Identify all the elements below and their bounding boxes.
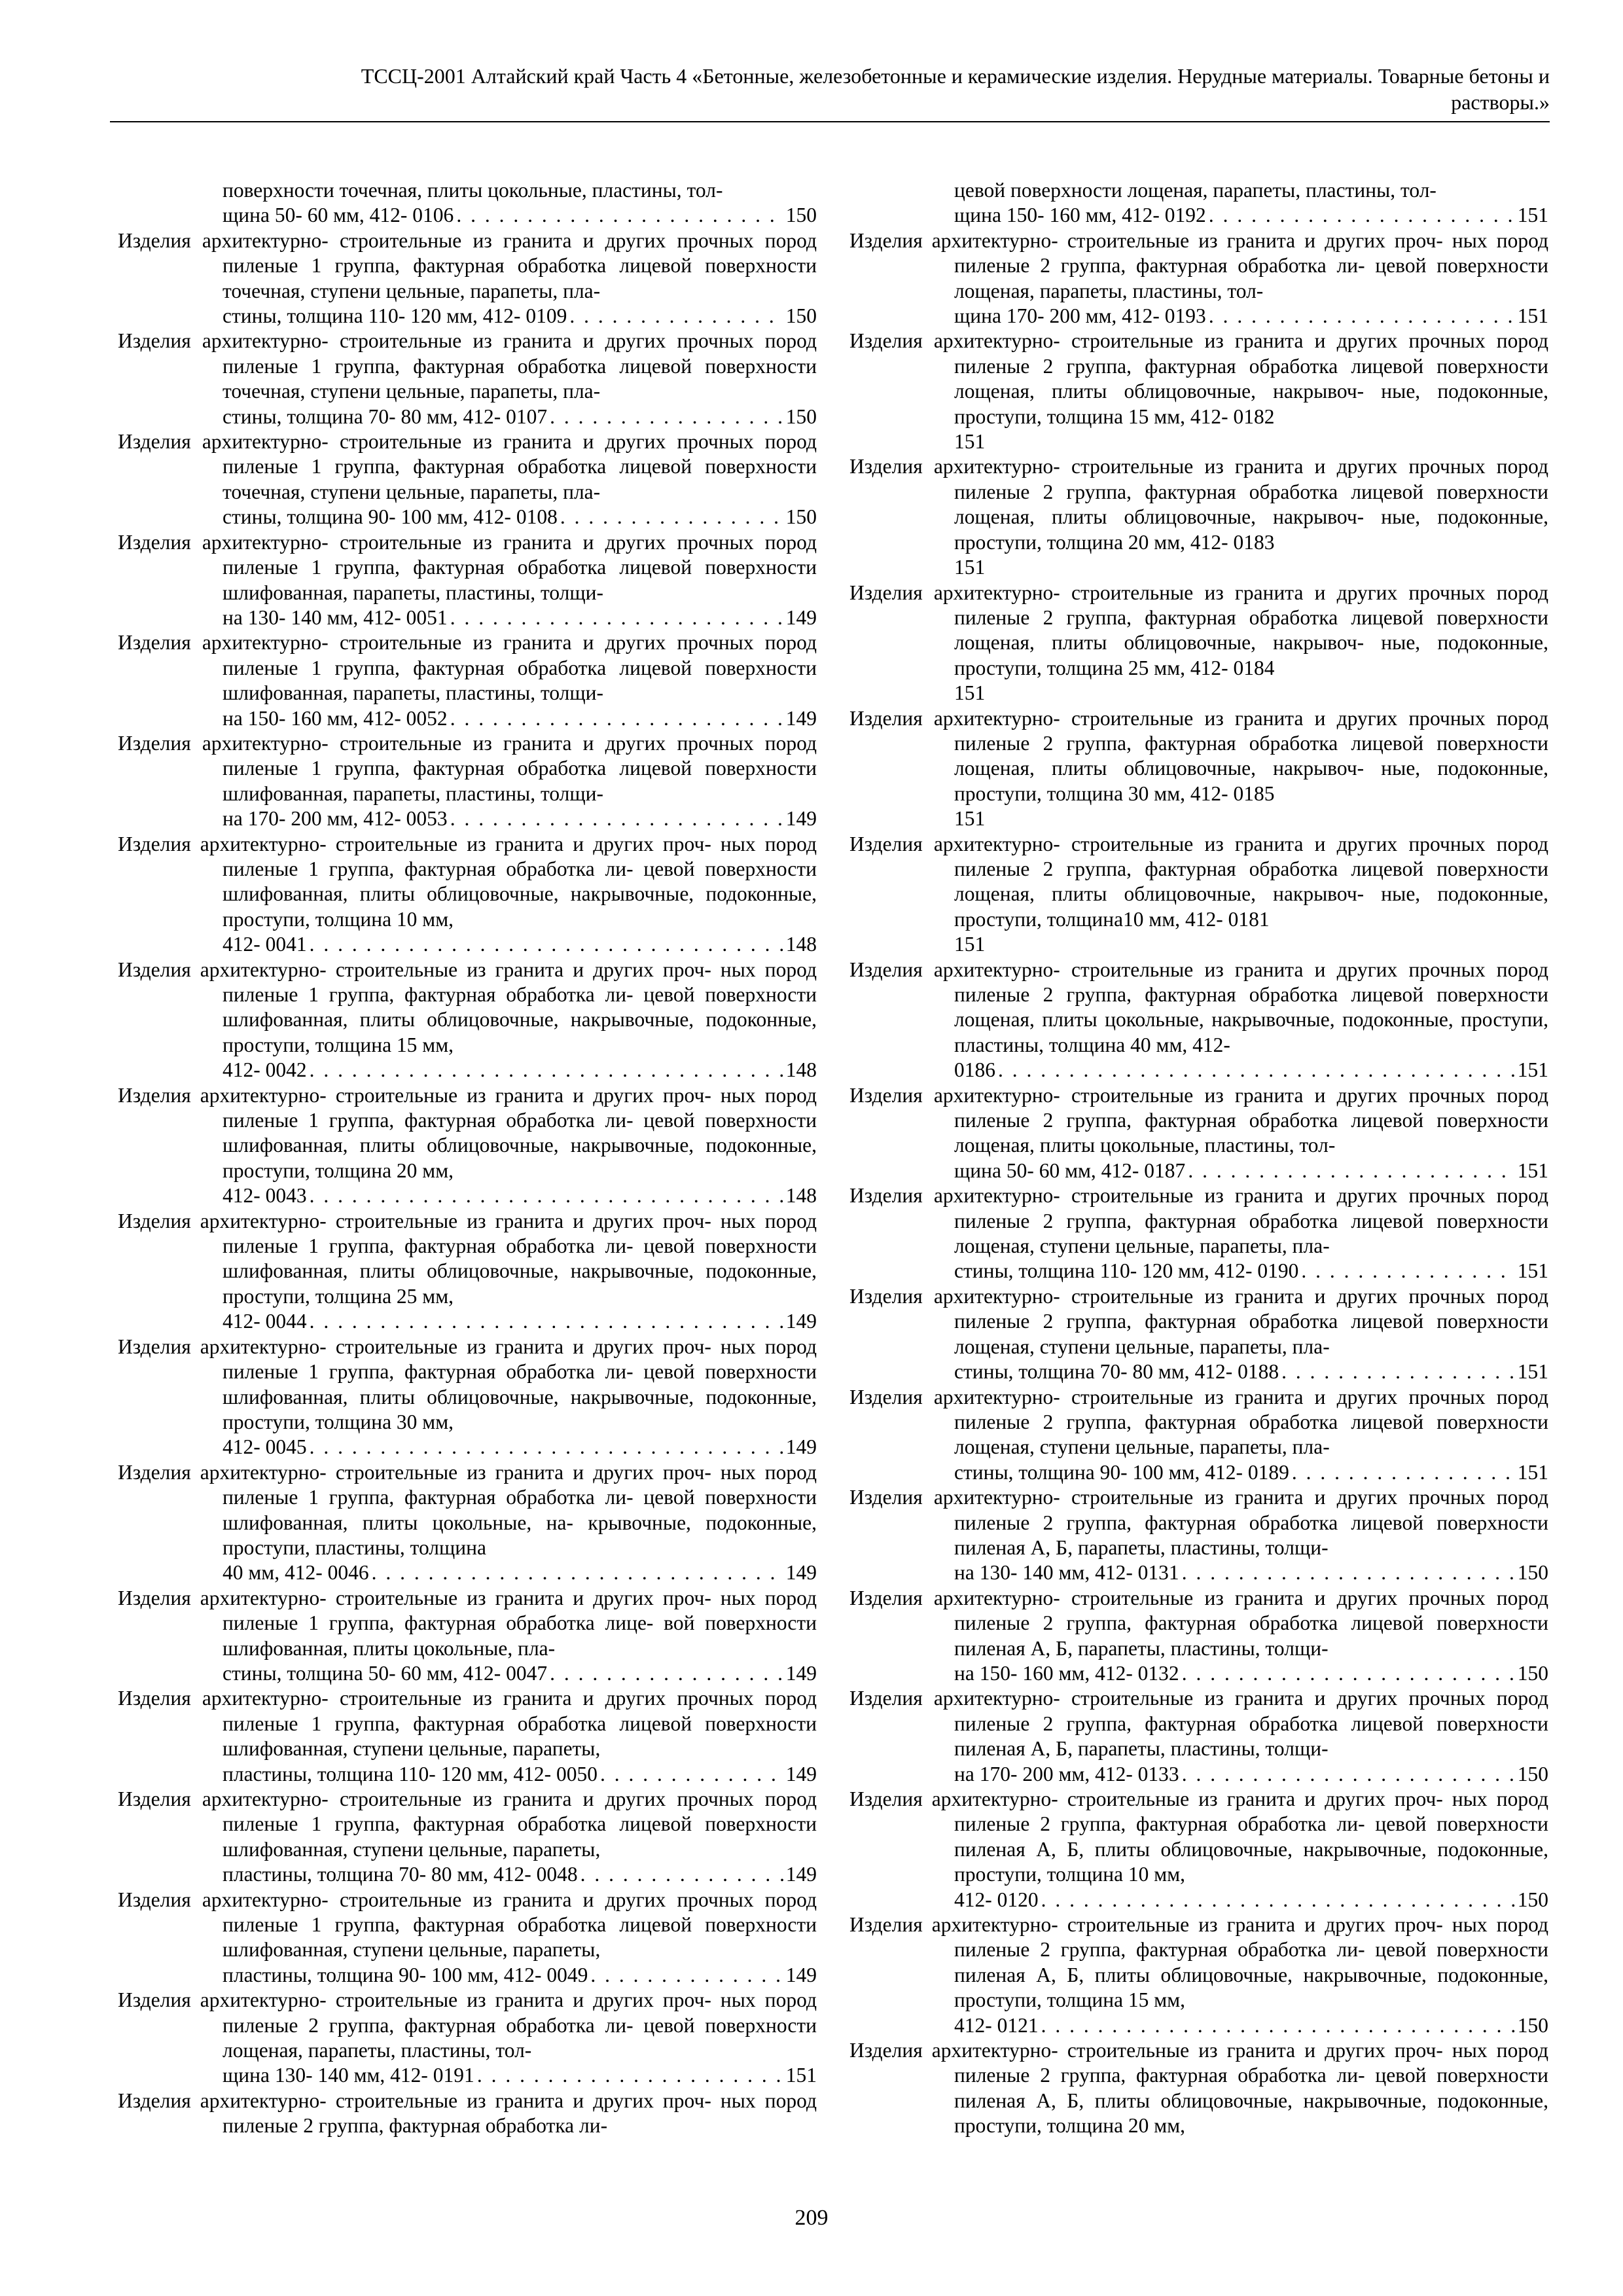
index-entry-last-line bbox=[223, 1661, 817, 1686]
index-entry-last-line bbox=[954, 1259, 1548, 1283]
index-entry bbox=[849, 1385, 1548, 1486]
index-entry-code: стины, толщина 110- 120 мм, 412- 0190 bbox=[954, 1259, 1299, 1283]
dot-leader bbox=[560, 505, 783, 529]
index-entry-last-line bbox=[954, 203, 1548, 228]
index-entry bbox=[849, 329, 1548, 454]
index-entry-page: 149 bbox=[785, 1310, 817, 1333]
index-entry bbox=[849, 1912, 1548, 2038]
index-entry bbox=[849, 832, 1548, 958]
index-entry bbox=[849, 1787, 1548, 1912]
dot-leader bbox=[1041, 1888, 1515, 1912]
index-entry bbox=[849, 1284, 1548, 1385]
index-entry bbox=[118, 1686, 817, 1787]
index-entry-page: 151 bbox=[1517, 304, 1548, 328]
index-entry-code: на 130- 140 мм, 412- 0131 bbox=[954, 1561, 1179, 1585]
index-entry-text: Изделия архитектурно- строительные из гранита и других прочных пород пиленые 1 группа, фактурная обработка лицевой поверхности шлифованная, ступени цельные, парапеты, bbox=[118, 1687, 817, 1761]
index-entry-text: Изделия архитектурно- строительные из гранита и других прочных пород пиленые 1 группа, фактурная обработка лицевой поверхности точечная, ступени цельные, парапеты, пла- bbox=[118, 430, 817, 503]
index-entry-page: 151 bbox=[1517, 1259, 1548, 1283]
index-entry-last-line bbox=[223, 706, 817, 731]
page-number: 209 bbox=[794, 2206, 829, 2230]
index-entry-code: 0186 bbox=[954, 1058, 995, 1082]
index-entry-code: 412- 0120 bbox=[954, 1888, 1039, 1911]
dot-leader bbox=[310, 1435, 783, 1460]
index-entry-page: 150 bbox=[1517, 1762, 1548, 1785]
dot-leader bbox=[310, 1058, 783, 1083]
index-entry-code: стины, толщина 90- 100 мм, 412- 0189 bbox=[954, 1460, 1289, 1484]
dot-leader bbox=[450, 806, 783, 831]
dot-leader bbox=[450, 706, 783, 731]
index-entry-page: 151 bbox=[1517, 1158, 1548, 1182]
index-entry-page: 150 bbox=[1517, 1661, 1548, 1685]
dot-leader bbox=[590, 1963, 783, 1988]
index-entry-last-line bbox=[223, 404, 817, 429]
index-entry-code: 40 мм, 412- 0046 bbox=[223, 1561, 369, 1585]
index-entry-last-line bbox=[954, 1560, 1548, 1585]
index-entry-text: Изделия архитектурно- строительные из гранита и других прочных пород пиленые 2 группа, фактурная обработка лицевой поверхности лощеная, плиты облицовочные, накрывоч- ные, подоконные, проступи, толщина 15 мм, 412- 0182 bbox=[849, 329, 1548, 428]
index-entry-page: 149 bbox=[785, 807, 817, 831]
index-entry-text: Изделия архитектурно- строительные из гранита и других проч- ных пород пиленые 1 группа, фактурная обработка ли- цевой поверхности шлифованная, плиты облицовочные, накрывочные, подоконные, проступи, толщина 15 мм, bbox=[118, 958, 817, 1056]
index-entry-code: стины, толщина 50- 60 мм, 412- 0047 bbox=[223, 1661, 548, 1685]
index-entry-code: стины, толщина 70- 80 мм, 412- 0188 bbox=[954, 1360, 1279, 1384]
dot-leader bbox=[998, 1058, 1515, 1083]
dot-leader bbox=[456, 203, 783, 228]
index-entry-last-line bbox=[223, 1058, 817, 1083]
index-entry bbox=[118, 1988, 817, 2089]
index-entry-last-line bbox=[954, 2013, 1548, 2038]
index-entry-text: Изделия архитектурно- строительные из гранита и других прочных пород пиленые 1 группа, фактурная обработка лицевой поверхности точечная, ступени цельные, парапеты, пла- bbox=[118, 228, 817, 302]
dot-leader bbox=[550, 404, 783, 429]
index-entry bbox=[849, 228, 1548, 329]
index-entry-text: Изделия архитектурно- строительные из гранита и других прочных пород пиленые 1 группа, фактурная обработка лицевой поверхности шлифованная, парапеты, пластины, толщи- bbox=[118, 530, 817, 604]
index-entry bbox=[849, 1083, 1548, 1184]
index-entry-text: Изделия архитектурно- строительные из гранита и других проч- ных пород пиленые 1 группа, фактурная обработка ли- цевой поверхности шлифованная, плиты облицовочные, накрывочные, подоконные, проступи, толщина 25 мм, bbox=[118, 1209, 817, 1308]
index-entry-code: стины, толщина 110- 120 мм, 412- 0109 bbox=[223, 304, 567, 328]
index-entry-page: 151 bbox=[1517, 204, 1548, 227]
index-entry-page: 151 bbox=[785, 2064, 817, 2087]
index-entry bbox=[849, 581, 1548, 706]
dot-leader bbox=[1188, 1158, 1514, 1183]
index-entry-code: на 170- 200 мм, 412- 0053 bbox=[223, 807, 448, 831]
index-entry-code: 412- 0121 bbox=[954, 2013, 1039, 2037]
index-entry bbox=[849, 454, 1548, 580]
index-entry-page: 149 bbox=[785, 1762, 817, 1785]
index-entry-code: на 130- 140 мм, 412- 0051 bbox=[223, 605, 448, 629]
index-entry-last-line bbox=[223, 806, 817, 831]
index-entry-page: 149 bbox=[785, 1561, 817, 1585]
index-entry-page: 149 bbox=[785, 1863, 817, 1886]
index-entry-code: на 170- 200 мм, 412- 0133 bbox=[954, 1762, 1179, 1785]
index-entry-last-line bbox=[954, 1762, 1548, 1787]
index-entry-page: 151 bbox=[1517, 1058, 1548, 1082]
index-entry-text: Изделия архитектурно- строительные из гранита и других прочных пород пиленые 1 группа, фактурная обработка лицевой поверхности шлифованная, парапеты, пластины, толщи- bbox=[118, 631, 817, 705]
dot-leader bbox=[450, 605, 783, 630]
index-entry-code: 412- 0043 bbox=[223, 1184, 307, 1208]
index-entry bbox=[118, 1335, 817, 1460]
index-entry-code: щина 150- 160 мм, 412- 0192 bbox=[954, 204, 1206, 227]
dot-leader bbox=[477, 2063, 783, 2088]
index-entry-code: 412- 0041 bbox=[223, 933, 307, 956]
index-entry-text: Изделия архитектурно- строительные из гранита и других проч- ных пород пиленые 2 группа, фактурная обработка ли- цевой поверхности пиленая А, Б, плиты облицовочные, накрывочные, подоконные, проступи, толщина 20 мм, bbox=[849, 2039, 1548, 2138]
index-entry-code: на 150- 160 мм, 412- 0132 bbox=[954, 1661, 1179, 1685]
index-entry-last-line bbox=[954, 1058, 1548, 1083]
index-entry-text: поверхности точечная, плиты цокольные, пластины, тол- bbox=[223, 179, 723, 202]
index-entry bbox=[118, 1460, 817, 1586]
index-entry bbox=[118, 731, 817, 832]
index-entry-code: пластины, толщина 110- 120 мм, 412- 0050 bbox=[223, 1762, 597, 1785]
dot-leader bbox=[1301, 1259, 1514, 1283]
index-entry-text: Изделия архитектурно- строительные из гранита и других прочных пород пиленые 2 группа, фактурная обработка лицевой поверхности лощеная, ступени цельные, парапеты, пла- bbox=[849, 1284, 1548, 1358]
index-entry-text: Изделия архитектурно- строительные из гранита и других прочных пород пиленые 2 группа, фактурная обработка лицевой поверхности пиленая А, Б, парапеты, пластины, толщи- bbox=[849, 1687, 1548, 1761]
index-entry bbox=[118, 832, 817, 958]
dot-leader bbox=[1281, 1359, 1515, 1384]
index-entry-last-line bbox=[223, 932, 817, 957]
index-entry bbox=[118, 1209, 817, 1335]
index-entry-text: Изделия архитектурно- строительные из гранита и других проч- ных пород пиленые 2 группа, фактурная обработка ли- цевой поверхности пиленая А, Б, плиты облицовочные, накрывочные, подоконные, проступи, толщина 15 мм, bbox=[849, 1913, 1548, 2012]
index-entry-text: Изделия архитектурно- строительные из гранита и других прочных пород пиленые 2 группа, фактурная обработка лицевой поверхности лощеная, плиты облицовочные, накрывоч- ные, подоконные, проступи, толщина10 мм, 412- 0181 bbox=[849, 832, 1548, 931]
index-entry-code: 151 bbox=[954, 430, 986, 454]
index-entry-text: Изделия архитектурно- строительные из гранита и других прочных пород пиленые 1 группа, фактурная обработка лицевой поверхности точечная, ступени цельные, парапеты, пла- bbox=[118, 329, 817, 403]
dot-leader bbox=[1209, 304, 1515, 329]
index-entry-last-line bbox=[954, 932, 1548, 957]
index-entry bbox=[849, 958, 1548, 1083]
index-entry bbox=[118, 329, 817, 429]
index-entry-last-line bbox=[223, 1435, 817, 1460]
index-entry-page: 150 bbox=[785, 304, 817, 328]
dot-leader bbox=[1209, 203, 1515, 228]
index-entry-text: Изделия архитектурно- строительные из гранита и других прочных пород пиленые 2 группа, фактурная обработка лицевой поверхности пиленая А, Б, парапеты, пластины, толщи- bbox=[849, 1486, 1548, 1559]
index-entry-code: щина 170- 200 мм, 412- 0193 bbox=[954, 304, 1206, 328]
index-entry-page: 150 bbox=[1517, 2013, 1548, 2037]
index-entry-code: 151 bbox=[954, 933, 986, 956]
index-entry-last-line bbox=[223, 1762, 817, 1787]
index-entry bbox=[118, 1083, 817, 1209]
index-entry-last-line bbox=[223, 2063, 817, 2088]
index-entry bbox=[849, 706, 1548, 832]
index-entry-page: 149 bbox=[785, 706, 817, 730]
index-entry-text: цевой поверхности лощеная, парапеты, пластины, тол- bbox=[954, 179, 1436, 202]
index-entry bbox=[118, 1586, 817, 1687]
dot-leader bbox=[1041, 2013, 1515, 2038]
index-entry-text: Изделия архитектурно- строительные из гранита и других прочных пород пиленые 2 группа, фактурная обработка лицевой поверхности лощеная, ступени цельные, парапеты, пла- bbox=[849, 1184, 1548, 1258]
left-column bbox=[118, 178, 817, 2139]
dot-leader bbox=[569, 304, 783, 329]
index-entry-last-line bbox=[954, 1661, 1548, 1686]
index-entry bbox=[118, 530, 817, 631]
index-entry-last-line bbox=[223, 1183, 817, 1208]
dot-leader bbox=[1182, 1762, 1515, 1787]
index-entry-code: на 150- 160 мм, 412- 0052 bbox=[223, 706, 448, 730]
index-entry-code: 151 bbox=[954, 556, 986, 579]
dot-leader bbox=[1182, 1661, 1515, 1686]
index-entry-code: щина 130- 140 мм, 412- 0191 bbox=[223, 2064, 474, 2087]
dot-leader bbox=[550, 1661, 783, 1686]
index-entry-text: Изделия архитектурно- строительные из гранита и других проч- ных пород пиленые 1 группа, фактурная обработка ли- цевой поверхности шлифованная, плиты облицовочные, накрывочные, подоконные, проступи, толщина 10 мм, bbox=[118, 832, 817, 931]
index-entry bbox=[118, 1888, 817, 1988]
index-entry-text: Изделия архитектурно- строительные из гранита и других проч- ных пород пиленые 2 группа, фактурная обработка ли- цевой поверхности лощеная, парапеты, пластины, тол- bbox=[849, 228, 1548, 302]
index-entry-page: 150 bbox=[785, 204, 817, 227]
dot-leader bbox=[600, 1762, 783, 1787]
index-entry-text: Изделия архитектурно- строительные из гранита и других проч- ных пород пиленые 1 группа, фактурная обработка лице- вой поверхности шлифованная, плиты цокольные, пла- bbox=[118, 1586, 817, 1660]
index-entry bbox=[849, 1586, 1548, 1687]
index-entry-page: 149 bbox=[785, 1661, 817, 1685]
dot-leader bbox=[372, 1560, 783, 1585]
index-entry bbox=[118, 2089, 817, 2139]
index-entry-page: 150 bbox=[1517, 1888, 1548, 1911]
index-entry-last-line bbox=[223, 1309, 817, 1334]
index-entry-text: Изделия архитектурно- строительные из гранита и других прочных пород пиленые 2 группа, фактурная обработка лицевой поверхности лощеная, ступени цельные, парапеты, пла- bbox=[849, 1385, 1548, 1459]
header-rule bbox=[110, 121, 1550, 122]
index-entry-last-line bbox=[223, 304, 817, 329]
index-entry-last-line bbox=[954, 304, 1548, 329]
index-entry-page: 149 bbox=[785, 1435, 817, 1459]
index-entry-text: Изделия архитектурно- строительные из гранита и других проч- ных пород пиленые 2 группа, фактурная обработка ли- bbox=[118, 2089, 817, 2138]
index-entry-code: 151 bbox=[954, 681, 986, 705]
index-entry-last-line bbox=[954, 806, 1548, 831]
index-entry-text: Изделия архитектурно- строительные из гранита и других прочных пород пиленые 2 группа, фактурная обработка лицевой поверхности лощеная, плиты цокольные, пластины, тол- bbox=[849, 1083, 1548, 1157]
index-entry-page: 148 bbox=[785, 933, 817, 956]
index-entry-text: Изделия архитектурно- строительные из гранита и других прочных пород пиленые 1 группа, фактурная обработка лицевой поверхности шлифованная, ступени цельные, парапеты, bbox=[118, 1888, 817, 1962]
index-entry-text: Изделия архитектурно- строительные из гранита и других прочных пород пиленые 2 группа, фактурная обработка лицевой поверхности пиленая А, Б, парапеты, пластины, толщи- bbox=[849, 1586, 1548, 1660]
index-entry-last-line bbox=[954, 1158, 1548, 1183]
index-entry-code: пластины, толщина 90- 100 мм, 412- 0049 bbox=[223, 1963, 588, 1986]
index-entry-text: Изделия архитектурно- строительные из гранита и других проч- ных пород пиленые 1 группа, фактурная обработка ли- цевой поверхности шлифованная, плиты облицовочные, накрывочные, подоконные, проступи, толщина 20 мм, bbox=[118, 1083, 817, 1182]
index-entry bbox=[118, 958, 817, 1083]
index-entry-text: Изделия архитектурно- строительные из гранита и других прочных пород пиленые 2 группа, фактурная обработка лицевой поверхности лощеная, плиты облицовочные, накрывоч- ные, подоконные, проступи, толщина 20 мм, 412- 0183 bbox=[849, 455, 1548, 554]
dot-leader bbox=[310, 1309, 783, 1334]
index-entry-last-line bbox=[954, 1460, 1548, 1485]
index-entry bbox=[118, 1787, 817, 1888]
index-entry-last-line bbox=[954, 1888, 1548, 1912]
index-entry-page: 150 bbox=[785, 404, 817, 428]
index-entry-text: Изделия архитектурно- строительные из гранита и других проч- ных пород пиленые 2 группа, фактурная обработка ли- цевой поверхности пиленая А, Б, плиты облицовочные, накрывочные, подоконные, проступи, толщина 10 мм, bbox=[849, 1787, 1548, 1886]
index-entry bbox=[118, 178, 817, 228]
dot-leader bbox=[310, 1183, 783, 1208]
index-entry-text: Изделия архитектурно- строительные из гранита и других прочных пород пиленые 1 группа, фактурная обработка лицевой поверхности шлифованная, парапеты, пластины, толщи- bbox=[118, 731, 817, 805]
index-entry bbox=[849, 2038, 1548, 2139]
index-entry-text: Изделия архитектурно- строительные из гранита и других проч- ных пород пиленые 1 группа, фактурная обработка ли- цевой поверхности шлифованная, плиты цокольные, на- крывочные, подоконные, проступи, пластины, толщина bbox=[118, 1460, 817, 1559]
dot-leader bbox=[1292, 1460, 1515, 1485]
running-header-line-2: растворы.» bbox=[1451, 90, 1550, 114]
running-header-line-1: ТССЦ-2001 Алтайский край Часть 4 «Бетонные, железобетонные и керамические изделия. Нерудные материалы. Товарные бетоны и bbox=[361, 64, 1550, 88]
index-entry-last-line bbox=[223, 1963, 817, 1988]
index-entry bbox=[118, 429, 817, 530]
index-entry-code: 412- 0044 bbox=[223, 1310, 307, 1333]
index-entry-last-line bbox=[223, 1862, 817, 1887]
index-entry bbox=[849, 1485, 1548, 1586]
index-entry-page: 151 bbox=[1517, 1460, 1548, 1484]
right-column bbox=[849, 178, 1548, 2139]
index-entry-page: 151 bbox=[1517, 1360, 1548, 1384]
index-entry-last-line bbox=[223, 605, 817, 630]
running-header bbox=[110, 63, 1550, 115]
index-entry-code: стины, толщина 90- 100 мм, 412- 0108 bbox=[223, 505, 558, 529]
index-entry-code: щина 50- 60 мм, 412- 0187 bbox=[954, 1158, 1186, 1182]
dot-leader bbox=[580, 1862, 783, 1887]
index-entry-code: 412- 0042 bbox=[223, 1058, 307, 1082]
index-entry-page: 150 bbox=[785, 505, 817, 529]
index-entry-code: щина 50- 60 мм, 412- 0106 bbox=[223, 204, 454, 227]
index-entry-last-line bbox=[954, 681, 1548, 706]
index-entry-code: стины, толщина 70- 80 мм, 412- 0107 bbox=[223, 404, 548, 428]
index-entry-text: Изделия архитектурно- строительные из гранита и других проч- ных пород пиленые 2 группа, фактурная обработка ли- цевой поверхности лощеная, парапеты, пластины, тол- bbox=[118, 1988, 817, 2062]
index-entry-code: 151 bbox=[954, 807, 986, 831]
index-entry-last-line bbox=[223, 203, 817, 228]
index-entry-last-line bbox=[954, 429, 1548, 454]
dot-leader bbox=[1182, 1560, 1515, 1585]
index-entry-last-line bbox=[223, 505, 817, 529]
index-entry bbox=[849, 178, 1548, 228]
index-entry-text: Изделия архитектурно- строительные из гранита и других прочных пород пиленые 2 группа, фактурная обработка лицевой поверхности лощеная, плиты облицовочные, накрывоч- ные, подоконные, проступи, толщина 25 мм, 412- 0184 bbox=[849, 581, 1548, 679]
index-entry-last-line bbox=[954, 555, 1548, 580]
index-entry bbox=[849, 1686, 1548, 1787]
index-entry-last-line bbox=[954, 1359, 1548, 1384]
index-entry-last-line bbox=[223, 1560, 817, 1585]
index-entry-text: Изделия архитектурно- строительные из гранита и других прочных пород пиленые 2 группа, фактурная обработка лицевой поверхности лощеная, плиты цокольные, накрывочные, подоконные, проступи, пластины, толщина 40 мм, 412- bbox=[849, 958, 1548, 1056]
index-entry-page: 148 bbox=[785, 1058, 817, 1082]
index-entry bbox=[118, 630, 817, 731]
index-entry-code: 412- 0045 bbox=[223, 1435, 307, 1459]
dot-leader bbox=[310, 932, 783, 957]
index-entry-code: пластины, толщина 70- 80 мм, 412- 0048 bbox=[223, 1863, 578, 1886]
index-entry bbox=[849, 1183, 1548, 1284]
index-entry-text: Изделия архитектурно- строительные из гранита и других прочных пород пиленые 1 группа, фактурная обработка лицевой поверхности шлифованная, ступени цельные, парапеты, bbox=[118, 1787, 817, 1861]
index-entry bbox=[118, 228, 817, 329]
index-entry-page: 149 bbox=[785, 1963, 817, 1986]
index-entry-text: Изделия архитектурно- строительные из гранита и других прочных пород пиленые 2 группа, фактурная обработка лицевой поверхности лощеная, плиты облицовочные, накрывоч- ные, подоконные, проступи, толщина 30 мм, 412- 0185 bbox=[849, 706, 1548, 805]
index-entry-page: 148 bbox=[785, 1184, 817, 1208]
index-entry-page: 149 bbox=[785, 605, 817, 629]
index-entry-text: Изделия архитектурно- строительные из гранита и других проч- ных пород пиленые 1 группа, фактурная обработка ли- цевой поверхности шлифованная, плиты облицовочные, накрывочные, подоконные, проступи, толщина 30 мм, bbox=[118, 1335, 817, 1433]
index-entry-page: 150 bbox=[1517, 1561, 1548, 1585]
